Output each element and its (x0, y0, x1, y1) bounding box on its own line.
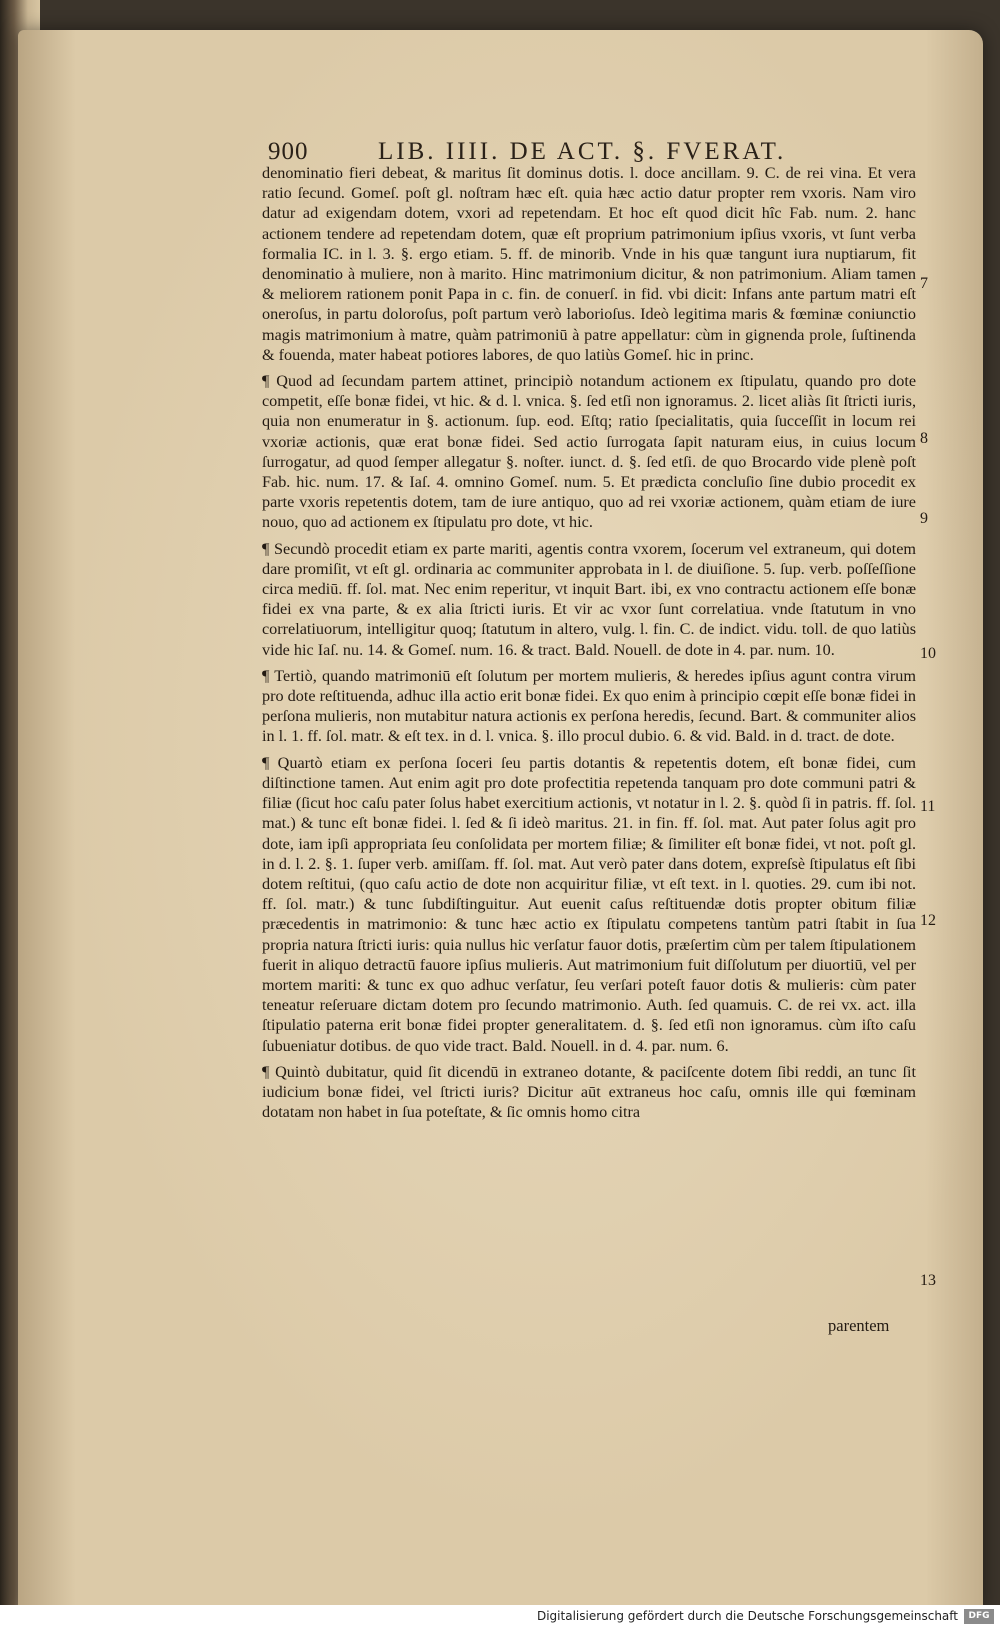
margin-number: 10 (920, 645, 936, 662)
running-title: LIB. IIII. DE ACT. §. FVERAT. (378, 138, 787, 165)
digitization-footer (0, 1605, 1000, 1629)
paragraph: denominatio fieri debeat, & maritus ſit dominus dotis. l. doce ancillam. 9. C. de rei vina. Et vera ratio ſecund. Gomeſ. poſt gl. noſtram hæc eſt. quia hæc actio datur propter rem vxoris. Nam viro datur ad exigendam dotem, vxori ad repetendam. Et hoc eſt quod dicit hîc Fab. num. 2. hanc actionem tendere ad repetendam dotem, quæ eſt proprium patrimonium ipſius vxoris, vt ſunt verba formalia IC. in l. 3. §. ergo etiam. 5. ff. de minorib. Vnde in his quæ tangunt iura nuptiarum, fit denominatio à muliere, non à marito. Hinc matrimonium dicitur, & non patrimonium. Aliam tamen & meliorem rationem ponit Papa in c. fin. de conuerſ. in fid. vbi dicit: Infans ante partum matri eſt oneroſus, in partu doloroſus, poſt partum verò laborioſus. Ideò legitima maris & fœminæ coniunctio magis matrimonium à matre, quàm patrimoniū à patre appellatur: cùm in gignenda prole, ſuſtinenda & fouenda, mater habeat potiores labores, de quo latiùs Gomeſ. hic in princ. (262, 164, 916, 364)
margin-number: 7 (920, 275, 928, 292)
margin-number: 9 (920, 510, 928, 527)
catchword: parentem (828, 1316, 890, 1335)
margin-number: 12 (920, 912, 936, 929)
dfg-logo: DFG (964, 1609, 994, 1624)
paragraph: ¶ Quod ad ſecundam partem attinet, principiò notandum actionem ex ſtipulatu, quando pro dote competit, eſſe bonæ fidei, vt hic. & d. l. vnica. §. ſed etſi non ignoramus. 2. licet aliàs ſit ſtricti iuris, quia non enumeratur in §. actionum. ſup. eod. Eſtq; ratio ſpecialitatis, quia ſucceſſit in locum rei vxoriæ actionis, quæ erat bonæ fidei. Sed actio ſurrogata ſapit naturam eius, in cuius locum ſurrogatur, ad quod ſemper allegatur §. noſter. iunct. d. §. ſed etſi. de quo Brocardo vide plenè poſt Fab. hic. num. 17. & Iaſ. 4. omnino Gomeſ. num. 5. Et prædicta concluſio ſine dubio procedit ex parte vxoris repetentis dotem, tam de iure antiquo, quo ad rei vxoriæ actionem, quàm etiam de iure nouo, quo ad actionem ex ſtipulatu pro dote, vt hic. (262, 372, 916, 532)
paragraph: ¶ Secundò procedit etiam ex parte mariti, agentis contra vxorem, ſocerum vel extraneum, qui dotem dare promiſit, vt eſt gl. ordinaria ac communiter approbata in l. de diuiſione. 5. ſup. verb. poſſeſſione circa mediū. ff. ſol. mat. Nec enim reperitur, vt inquit Bart. ibi, ex vno contractu actionem eſſe bonæ fidei ex vna parte, & ex alia ſtricti iuris. Et vir ac vxor ſunt correlatiua. vnde ſtatutum in vno correlatiuorum, intelligitur quoq; ſtatutum in altero, vulg. l. fin. C. de indict. vidu. toll. de quo latiùs vide hic Iaſ. nu. 14. & Gomeſ. num. 16. & tract. Bald. Nouell. de dote in 4. par. num. 10. (262, 539, 916, 659)
page-number: 900 (268, 138, 309, 165)
margin-number: 11 (920, 798, 936, 815)
paragraph: ¶ Quintò dubitatur, quid ſit dicendū in extraneo dotante, & paciſcente dotem ſibi reddi, an tunc ſit iudicium bonæ fidei, vel ſtricti iuris? Dicitur aūt extraneus hoc caſu, omnis ille qui fœminam dotatam non habet in ſua poteſtate, & ſic omnis homo citra (262, 1062, 916, 1122)
paragraph: ¶ Tertiò, quando matrimoniū eſt ſolutum per mortem mulieris, & heredes ipſius agunt contra virum pro dote reſtituenda, adhuc illa actio erit bonæ fidei. Ex quo enim à principio cœpit eſſe bonæ fidei in perſona mulieris, non mutabitur natura actionis ex perſona heredis, ſecund. Bart. & communiter alios in l. 1. ff. ſol. matr. & eſt tex. in d. l. vnica. §. illo procul dubio. 6. & vid. Bald. in d. tract. de dote. (262, 666, 916, 746)
margin-number: 8 (920, 430, 928, 447)
body-text (262, 163, 916, 1128)
paragraph: ¶ Quartò etiam ex perſona ſoceri ſeu partis dotantis & repetentis dotem, eſt bonæ fidei, cum diſtinctione tamen. Aut enim agit pro dote profectitia repetenda tanquam pro dote communi patri & filiæ (ſicut hoc caſu pater ſolus habet exercitium actionis, vt notatur in l. 2. §. quòd ſi in patris. ff. ſol. mat.) & tunc eſt bonæ fidei. l. ſed & ſi ideò maritus. 21. in fin. ff. ſol. mat. Aut pater ſolus agit pro dote, iam ipſi appropriata ſeu conſolidata per mortem filiæ; & ſimiliter eſt bonæ fidei, vt not. poſt gl. in d. l. 2. §. 1. ſuper verb. amiſſam. ff. ſol. mat. Aut verò pater dans dotem, expreſsè ſtipulatus eſt ſibi dotem reſtitui, (quo caſu actio de dote non acquiritur filiæ, vt eſt text. in l. quoties. 29. cum ibi not. ff. ſol. matr.) & tunc ſubdiſtinguitur. Aut euenit caſus reſtituendæ dotis propter obitum filiæ præcedentis in matrimonio: & tunc hæc actio ex ſtipulatu competens tantùm patri ſtabit in ſua propria natura ſtricti iuris: quia nullus hic verſatur fauor dotis, præſertim cùm per talem ſtipulationem fuerit in aliquo detractū fauore ipſius mulieris. Aut matrimonium fuit diſſolutum per diuortiū, vel per mortem mariti: & tunc ex quo adhuc verſatur, ſeu verſari poteſt fauor dotis & mulieris: cùm pater teneatur reſeruare dictam dotem pro ſecundo matrimonio. Auth. ſed quamuis. C. de rei vx. act. illa ſtipulatio paterna erit bonæ fidei propter generalitatem. d. §. ſed etſi non ignoramus. cùm iſto caſu ſubueniatur dotibus. de quo vide tract. Bald. Nouell. in d. 4. par. num. 6. (262, 753, 916, 1055)
margin-number: 13 (920, 1272, 936, 1289)
footer-text: Digitalisierung gefördert durch die Deutsche Forschungsgemeinschaft (536, 1609, 958, 1623)
